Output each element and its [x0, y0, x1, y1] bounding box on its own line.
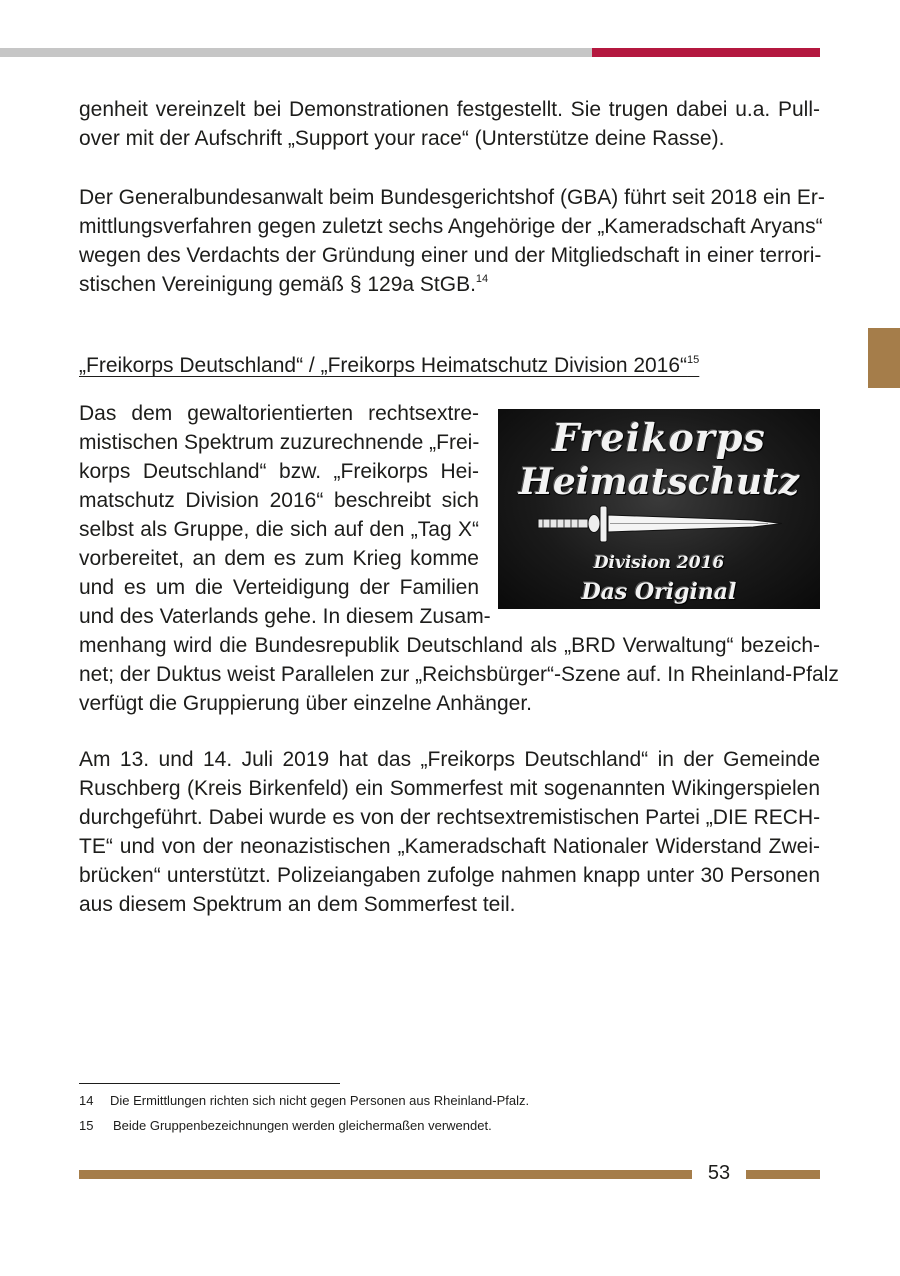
chapter-side-tab: [868, 328, 900, 388]
image-title-freikorps: Freikorps: [552, 415, 766, 460]
p4-line-5: brücken“ unterstützt. Polizeiangaben zufolge nahmen knapp unter 30 Personen: [79, 864, 820, 887]
footnote-ref-14: 14: [475, 273, 489, 285]
footnote-15-number: 15: [79, 1118, 94, 1133]
footnote-15-text: Beide Gruppenbezeichnungen werden gleichermaßen verwendet.: [113, 1118, 492, 1133]
p3-line-7: und es um die Verteidigung der Familien: [79, 576, 479, 599]
p4-line-2: Ruschberg (Kreis Birkenfeld) ein Sommerfest mit sogenannten Wikingerspielen: [79, 777, 820, 800]
p3-line-3: korps Deutschland“ bzw. „Freikorps Hei-: [79, 460, 479, 483]
header-bar-gray: [0, 48, 592, 57]
image-subtitle-division: Division 2016: [593, 553, 725, 573]
p2-line-4-text: stischen Vereinigung gemäß § 129a StGB.: [79, 273, 476, 296]
section-heading: [79, 351, 820, 380]
p3-line-11: verfügt die Gruppierung über einzelne Anhänger.: [79, 692, 532, 715]
footnote-14: [79, 1093, 529, 1109]
p3-line-9: menhang wird die Bundesrepublik Deutschland als „BRD Verwaltung“ bezeich-: [79, 634, 820, 657]
p3-line-2: mistischen Spektrum zuzurechnende „Frei-: [79, 431, 480, 454]
p1-line-2: over mit der Aufschrift „Support your race“ (Unterstütze deine Rasse).: [79, 127, 725, 150]
image-title-heimatschutz: Heimatschutz: [518, 461, 800, 503]
paragraph-4: [79, 745, 820, 919]
p4-line-3: durchgeführt. Dabei wurde es von der rechtsextremistischen Partei „DIE RECH-: [79, 806, 821, 829]
p4-line-1: Am 13. und 14. Juli 2019 hat das „Freikorps Deutschland“ in der Gemeinde: [79, 748, 820, 771]
footnote-separator: [79, 1083, 340, 1084]
p3-line-8: und des Vaterlands gehe. In diesem Zusam-: [79, 605, 491, 628]
image-subtitle-original: Das Original: [581, 579, 737, 605]
p1-line-1: genheit vereinzelt bei Demonstrationen festgestellt. Sie trugen dabei u.a. Pull-: [79, 98, 820, 121]
footnote-15: [79, 1118, 492, 1134]
p3-line-1: Das dem gewaltorientierten rechtsextre-: [79, 402, 479, 425]
p2-line-3: wegen des Verdachts der Gründung einer und der Mitgliedschaft in einer terrori-: [79, 244, 822, 267]
p4-line-4: TE“ und von der neonazistischen „Kameradschaft Nationaler Widerstand Zwei-: [79, 835, 820, 858]
p2-line-4: [79, 270, 820, 299]
p4-line-6: aus diesem Spektrum an dem Sommerfest teil.: [79, 893, 516, 916]
p2-line-2: mittlungsverfahren gegen zuletzt sechs Angehörige der „Kameradschaft Aryans“: [79, 215, 823, 238]
p3-line-6: vorbereitet, an dem es zum Krieg komme: [79, 547, 479, 570]
footnote-14-text: Die Ermittlungen richten sich nicht gegen Personen aus Rheinland-Pfalz.: [110, 1093, 530, 1108]
footer-bar-left: [79, 1170, 692, 1179]
footnote-14-number: 14: [79, 1093, 94, 1108]
page-number: 53: [707, 1162, 731, 1184]
paragraph-1: [79, 95, 820, 153]
paragraph-2: [79, 183, 825, 299]
p3-line-10: net; der Duktus weist Parallelen zur „Reichsbürger“-Szene auf. In Rheinland-Pfalz: [79, 663, 839, 686]
footer-bar-right: [746, 1170, 820, 1179]
header-bar-red: [592, 48, 820, 57]
p3-line-5: selbst als Gruppe, die sich auf den „Tag X“: [79, 518, 479, 541]
section-heading-text: „Freikorps Deutschland“ / „Freikorps Heimatschutz Division 2016“: [79, 354, 688, 377]
p3-line-4: matschutz Division 2016“ beschreibt sich: [79, 489, 479, 512]
paragraph-3: [79, 399, 839, 718]
footnote-ref-15: 15: [687, 354, 700, 366]
p2-line-1: Der Generalbundesanwalt beim Bundesgerichtshof (GBA) führt seit 2018 ein Er-: [79, 186, 825, 209]
